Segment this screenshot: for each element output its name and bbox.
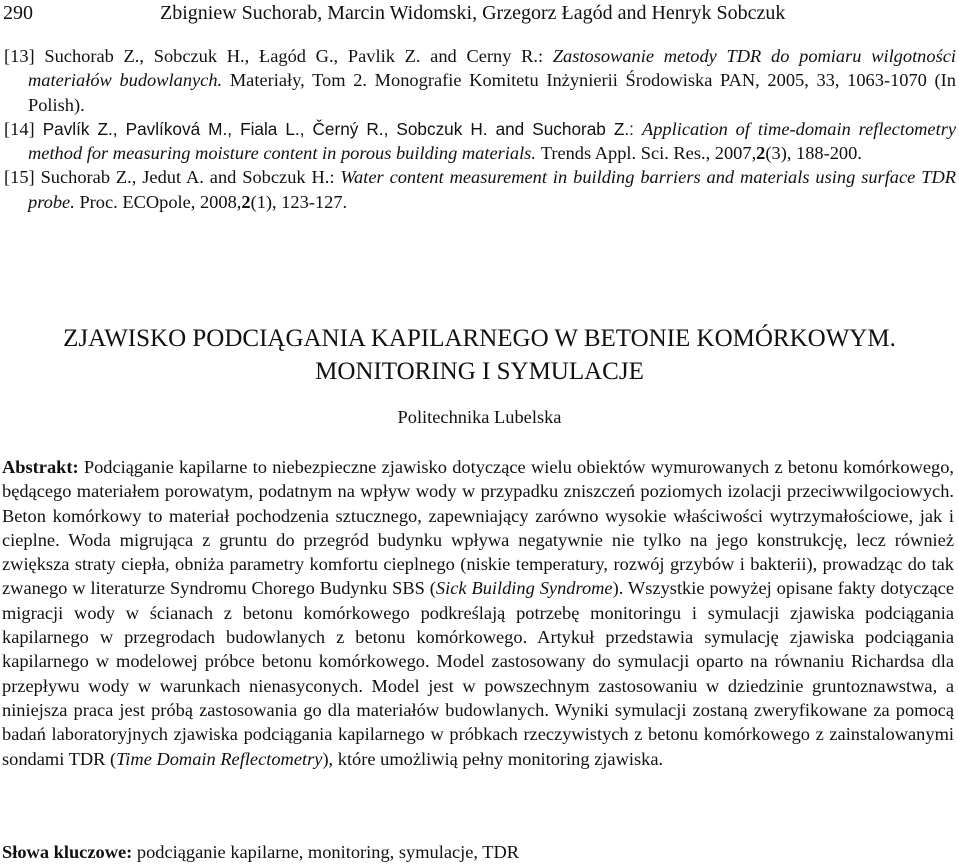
abstract-text-3: ), które umożliwią pełny monitoring zjawiska.: [322, 748, 664, 769]
reference-title: Zastosowanie metody TDR do pomiaru wilgotności materiałów budowlanych.: [28, 46, 956, 91]
reference-journal: Trends Appl. Sci. Res., 2007,: [540, 143, 757, 164]
reference-title: Application of time-domain reflectometry method for measuring moisture content in porous building materials.: [28, 118, 957, 164]
reference-item: [2, 117, 956, 166]
reference-title: Water content measurement in building barriers and materials using surface TDR probe.: [28, 167, 956, 212]
reference-authors: Pavlík Z., Pavlíková M., Fiala L., Černý R., Sobczuk H. and Suchorab Z.:: [42, 118, 634, 139]
reference-number: [13]: [4, 46, 35, 66]
reference-authors: Suchorab Z., Jedut A. and Sobczuk H.:: [40, 167, 335, 188]
references-list: [2, 44, 956, 214]
abstract-sbs-term: Sick Building Syndrome: [435, 578, 613, 599]
article-title-line-2: MONITORING I SYMULACJE: [315, 358, 644, 385]
abstract-label: Abstrakt:: [2, 457, 79, 477]
reference-source: Materiały, Tom 2. Monografie Komitetu Inżynierii Środowiska PAN, 2005, 33, 1063-1070 (In Polish).: [28, 70, 956, 115]
keywords-label: Słowa kluczowe:: [2, 842, 133, 862]
running-header: [0, 2, 959, 28]
abstract-text-1: Podciąganie kapilarne to niebezpieczne zjawisko dotyczące wielu obiektów wymurowanych z betonu komórkowego, będącego materiałem porowatym, podatnym na wpływ wody w przypadku zniszczeń poziomych izolacji przeciwwilgociowych. Beton komórkowy to materiał pochodzenia sztucznego, zapewniający zarówno wysokie właściwości wytrzymałościowe, jak i cieplne. Woda migrująca z gruntu do przegród budynku wpływa negatywnie nie tylko na jego konstrukcję, lecz również zwiększa straty ciepła, obniża parametry komfortu cieplnego (niskie temperatury, rozwój grzybów i bakterii), prowadząc do tak zwanego w literaturze Syndromu Chorego Budynku SBS (: [2, 457, 954, 599]
reference-volume: 2: [756, 143, 766, 164]
abstract: [2, 455, 954, 771]
reference-number: [14]: [4, 118, 35, 139]
affiliation: Politechnika Lubelska: [397, 407, 562, 427]
reference-pages: (1), 123-127.: [250, 191, 348, 212]
keywords-text: podciąganie kapilarne, monitoring, symulacje, TDR: [136, 842, 520, 862]
article-title: [0, 322, 959, 388]
reference-item: [2, 44, 956, 117]
page-number: 290: [3, 2, 33, 24]
running-head-authors: Zbigniew Suchorab, Marcin Widomski, Grzegorz Łagód and Henryk Sobczuk: [160, 2, 786, 24]
abstract-text-2: ). Wszystkie powyżej opisane fakty dotyczące migracji wody w ścianach z betonu komórkowego podkreślają potrzebę monitoringu i symulacji zjawiska podciągania kapilarnego w przegrodach budowlanych z betonu komórkowego. Artykuł przedstawia symulację zjawiska podciągania kapilarnego w modelowej próbce betonu komórkowego. Model zastosowany do symulacji oparto na równaniu Richardsa dla przepływu wody w warunkach nienasyconych. Model jest w powszechnym zastosowaniu w dziedzinie gruntoznawstwa, a niniejsza praca jest próbą zastosowania go dla materiałów budowlanych. Wyniki symulacji zostaną zweryfikowane za pomocą badań laboratoryjnych zjawiska podciągania kapilarnego w próbkach rzeczywistych z betonu komórkowego z zainstalowanymi sondami TDR (: [2, 578, 954, 769]
reference-volume: 2: [241, 191, 251, 212]
reference-item: [2, 165, 956, 214]
reference-number: [15]: [4, 167, 35, 188]
abstract-tdr-term: Time Domain Reflectometry: [116, 748, 323, 769]
reference-journal: Proc. ECOpole, 2008,: [79, 191, 242, 212]
reference-pages: (3), 188-200.: [765, 143, 862, 164]
reference-authors: Suchorab Z., Sobczuk H., Łagód G., Pavlik Z. and Cerny R.:: [44, 46, 544, 66]
keywords: [2, 840, 954, 864]
article-title-line-1: ZJAWISKO PODCIĄGANIA KAPILARNEGO W BETONIE KOMÓRKOWYM.: [63, 325, 896, 352]
